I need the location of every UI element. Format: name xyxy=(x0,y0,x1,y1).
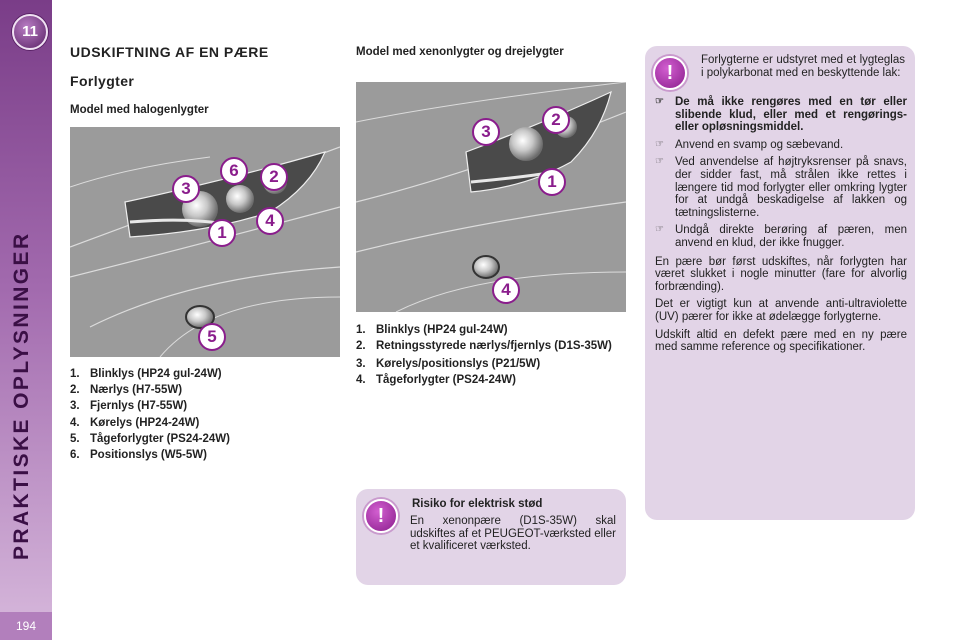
list-item: ☞ Anvend en svamp og sæbevand. xyxy=(655,138,844,151)
electric-shock-warning-box xyxy=(356,489,626,585)
list-item: 4. Kørelys (HP24-24W) xyxy=(70,416,200,429)
list-item: 1. Blinklys (HP24 gul-24W) xyxy=(70,368,222,380)
list-item: 6. Positionslys (W5-5W) xyxy=(70,449,207,462)
list-item: 2. Nærlys (H7-55W) xyxy=(70,384,183,397)
list-item: 5. Tågeforlygter (PS24-24W) xyxy=(70,432,230,445)
list-item: 4. Tågeforlygter (PS24-24W) xyxy=(356,374,516,387)
callout-5: 5 xyxy=(198,323,226,351)
info-paragraph: En pære bør først udskiftes, når forlygten har været slukket i nogle minutter (fare for alvorlig forbrænding). xyxy=(655,255,907,293)
callout-4: 4 xyxy=(492,276,520,304)
xenon-heading: Model med xenonlygter og drejelygter xyxy=(356,46,564,58)
callout-2: 2 xyxy=(260,163,288,191)
halogen-heading: Model med halogenlygter xyxy=(70,104,209,116)
callout-3: 3 xyxy=(472,118,500,146)
list-item: ☞ De må ikke rengøres med en tør eller slibende klud, eller med et rengørings- eller opløsningsmiddel. xyxy=(655,96,907,134)
chapter-sidebar xyxy=(0,0,52,640)
callout-6: 6 xyxy=(220,157,248,185)
callout-1: 1 xyxy=(538,168,566,196)
pointing-hand-icon: ☞ xyxy=(655,138,664,150)
xenon-headlight-photo xyxy=(356,82,626,312)
halogen-headlight-photo xyxy=(70,127,340,357)
list-item: 2. Retningsstyrede nærlys/fjernlys (D1S-35W) xyxy=(356,340,612,353)
risk-body: En xenonpære (D1S-35W) skal udskiftes af et PEUGEOT-værksted eller et kvalificeret værksted. xyxy=(410,515,616,553)
pointing-hand-icon: ☞ xyxy=(655,96,664,107)
info-intro: Forlygterne er udstyret med et lygteglas i polykarbonat med en beskyttende lak: xyxy=(701,54,905,79)
warning-icon: ! xyxy=(653,56,687,90)
warning-icon: ! xyxy=(364,499,398,533)
info-paragraph: Udskift altid en defekt pære med en ny pære med samme reference og specifikationer. xyxy=(655,328,907,354)
page-title: UDSKIFTNING AF EN PÆRE xyxy=(70,44,269,60)
callout-2: 2 xyxy=(542,106,570,134)
list-item: ☞ Ved anvendelse af højtryksrenser på snavs, der sidder fast, må strålen ikke rettes i længere tid mod forlygter eller omkring lygter for at undgå beskadigelse af lakken og tætningslisterne. xyxy=(655,156,907,219)
info-paragraph: Det er vigtigt kun at anvende anti-ultraviolette (UV) pærer for ikke at ødelægge forlygterne. xyxy=(655,298,907,323)
list-item: ☞ Undgå direkte berøring af pæren, men anvend en klud, der ikke fnugger. xyxy=(655,224,907,249)
chapter-number-badge: 11 xyxy=(12,14,48,50)
pointing-hand-icon: ☞ xyxy=(655,224,664,236)
section-title: Forlygter xyxy=(70,73,135,89)
info-bullet-list xyxy=(655,96,907,354)
halogen-parts-list xyxy=(70,366,340,463)
halogen-headlight-illustration xyxy=(70,127,340,357)
callout-3: 3 xyxy=(172,175,200,203)
xenon-headlight-illustration xyxy=(356,82,626,312)
list-item: 3. Fjernlys (H7-55W) xyxy=(70,400,188,413)
pointing-hand-icon: ☞ xyxy=(655,156,664,168)
chapter-title-text: PRAKTISKE OPLYSNINGER xyxy=(10,231,33,560)
page-number: 194 xyxy=(0,612,52,640)
list-item: 3. Kørelys/positionslys (P21/5W) xyxy=(356,358,541,371)
list-item: 1. Blinklys (HP24 gul-24W) xyxy=(356,324,508,336)
risk-title: Risiko for elektrisk stød xyxy=(412,498,543,510)
xenon-parts-list xyxy=(356,322,628,389)
headlight-care-info-box xyxy=(645,46,915,520)
callout-1: 1 xyxy=(208,219,236,247)
callout-4: 4 xyxy=(256,207,284,235)
